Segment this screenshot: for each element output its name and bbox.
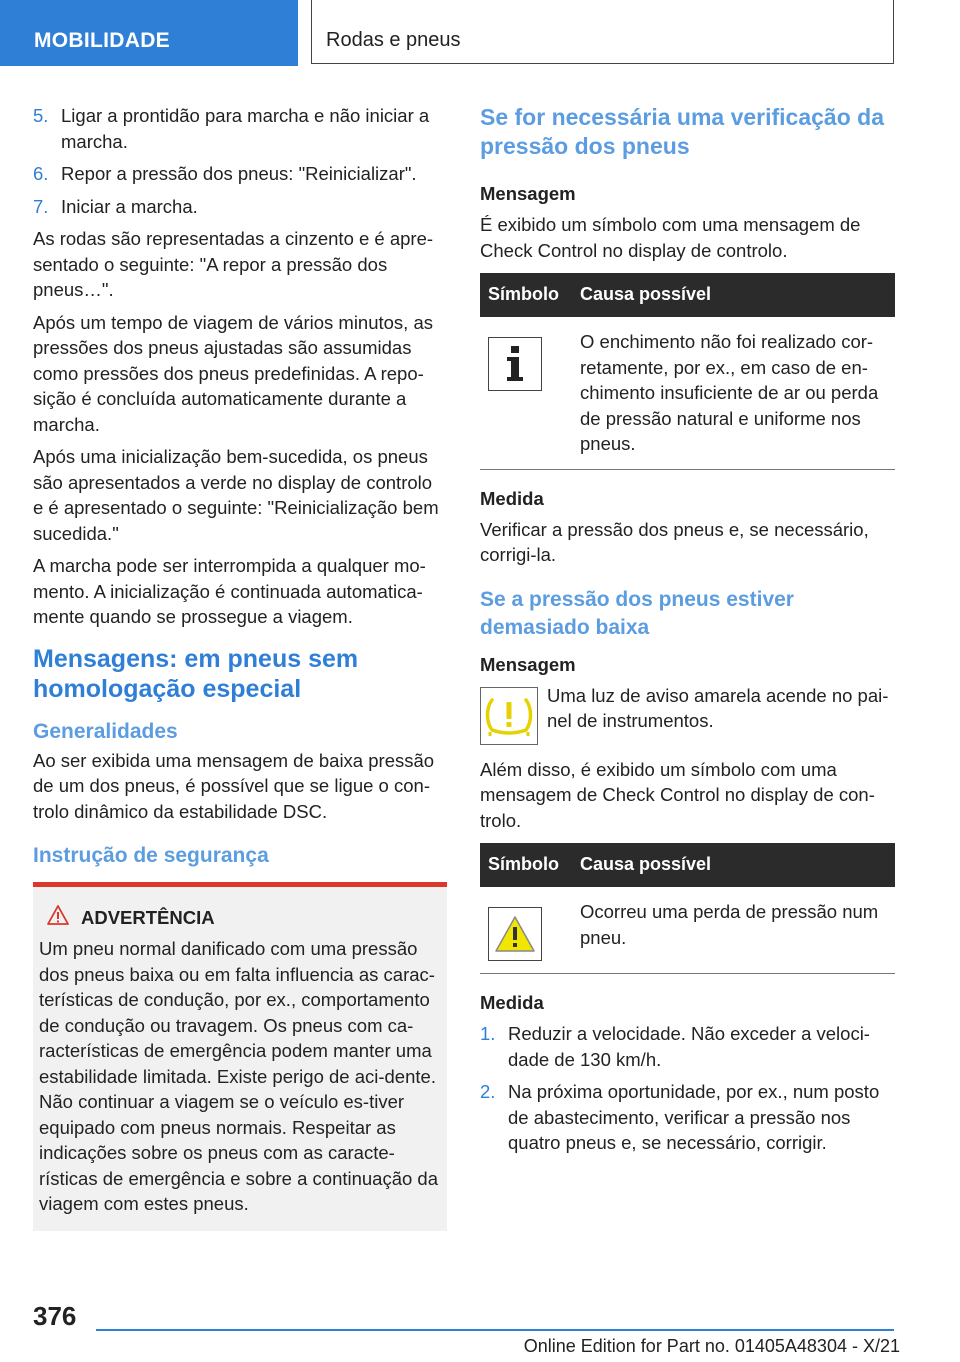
section-title: MOBILIDADE	[34, 29, 170, 52]
step-text: Iniciar a marcha.	[61, 195, 198, 217]
topic-title: Rodas e pneus	[326, 29, 461, 51]
step-number: 6.	[33, 163, 49, 184]
tire-pressure-warning-icon	[480, 687, 538, 745]
table-header	[480, 843, 895, 887]
heading-messages: Mensagens: em pneus sem homologação especial	[33, 644, 359, 703]
measure-label: Medida	[480, 992, 544, 1013]
paragraph: Além disso, é exibido um símbolo com uma mensagem de Check Control no display de con-trolo.	[480, 758, 875, 831]
paragraph: É exibido um símbolo com uma mensagem de Check Control no display de controlo.	[480, 214, 861, 261]
edition-text: Online Edition for Part no. 01405A48304 - X/21	[523, 1336, 900, 1356]
heading-safety: Instrução de segurança	[33, 844, 269, 867]
message-label: Mensagem	[480, 653, 576, 675]
warning-triangle-icon	[47, 905, 69, 930]
heading-general: Generalidades	[33, 719, 178, 743]
paragraph: Após um tempo de viagem de vários minutos, as pressões dos pneus ajustadas são assumidas como pressões dos pneus predefinidas. A repo-sição é concluída automaticamente durante a marcha.	[33, 311, 433, 435]
paragraph: A marcha pode ser interrompida a qualquer mo-mento. A inicialização é continuada automatica-mente quando se prossegue a viagem.	[33, 555, 426, 627]
table-row	[480, 887, 895, 974]
left-column	[33, 103, 447, 1231]
right-column	[480, 103, 895, 1163]
section-tab	[0, 0, 298, 66]
list-item	[33, 161, 447, 187]
warning-box	[33, 882, 447, 1231]
table-row	[480, 317, 895, 469]
steps-list	[33, 103, 447, 219]
cause-cell: Ocorreu uma perda de pressão num pneu.	[572, 887, 895, 974]
symbol-table	[480, 273, 895, 470]
warning-title: ADVERTÊNCIA	[81, 906, 215, 928]
footer-divider	[96, 1329, 894, 1331]
column-header: Causa possível	[572, 843, 895, 887]
page-number: 376	[33, 1301, 77, 1331]
warning-text: Um pneu normal danificado com uma pressão dos pneus baixa ou em falta influencia as carac-terísticas de condução, por ex., comportamento de condução ou travagem. Os pneus com ca-racterísticas de emergência podem manter uma estabilidade limitada. Existe perigo de aci-dente. Não continuar a viagem se o veículo es-tiver equipado com pneus normais. Respeitar as indicações sobre os pneus com as caracte-rísticas de emergência e sobre a continuação da viagem com estes pneus.	[39, 938, 439, 1214]
symbol-cell	[480, 317, 572, 469]
paragraph: Ao ser exibida uma mensagem de baixa pressão de um dos pneus, é possível que se ligue o con-trolo dinâmico da estabilidade DSC.	[33, 749, 435, 822]
measure-steps-list	[480, 1021, 895, 1156]
step-text: Reduzir a velocidade. Não exceder a veloci-dade de 130 km/h.	[508, 1023, 870, 1070]
info-icon	[488, 337, 542, 391]
paragraph: Verificar a pressão dos pneus e, se necessário, corrigi-la.	[480, 518, 869, 565]
symbol-cell	[480, 887, 572, 974]
step-number: 5.	[33, 105, 49, 126]
step-number: 7.	[33, 195, 49, 217]
list-item	[33, 194, 447, 220]
cause-cell: O enchimento não foi realizado cor-retamente, por ex., em caso de en-chimento insuficiente de ar ou perda de pressão natural e uniforme nos pneus.	[572, 317, 895, 469]
table-header	[480, 273, 895, 317]
heading-check-pressure: Se for necessária uma verificação da pressão dos pneus	[480, 104, 884, 159]
column-header: Símbolo	[480, 843, 572, 887]
heading-low-pressure: Se a pressão dos pneus estiver demasiado baixa	[480, 587, 794, 639]
list-item	[480, 1079, 895, 1156]
warning-header	[47, 905, 441, 930]
step-text: Ligar a prontidão para marcha e não iniciar a marcha.	[61, 105, 430, 152]
list-item	[480, 1021, 895, 1072]
warning-light-row	[480, 683, 895, 745]
paragraph: Uma luz de aviso amarela acende no pai-nel de instrumentos.	[547, 684, 889, 731]
step-number: 1.	[480, 1023, 496, 1044]
measure-label: Medida	[480, 487, 544, 509]
list-item	[33, 103, 447, 154]
step-text: Repor a pressão dos pneus: "Reinicializar".	[61, 163, 417, 184]
paragraph: As rodas são representadas a cinzento e é apre-sentado o seguinte: "A repor a pressão dos pneus…".	[33, 228, 434, 300]
message-label: Mensagem	[480, 183, 576, 204]
paragraph: Após uma inicialização bem-sucedida, os pneus são apresentados a verde no display de controlo e é apresentado o seguinte: "Reinicialização bem sucedida."	[33, 446, 439, 544]
symbol-table	[480, 843, 895, 974]
column-header: Símbolo	[480, 273, 572, 317]
step-number: 2.	[480, 1081, 496, 1102]
step-text: Na próxima oportunidade, por ex., num posto de abastecimento, verificar a pressão nos quatro pneus e, se necessário, corrigir.	[508, 1081, 880, 1153]
column-header: Causa possível	[572, 273, 895, 317]
warning-triangle-icon	[488, 907, 542, 961]
topic-tab	[311, 0, 894, 64]
